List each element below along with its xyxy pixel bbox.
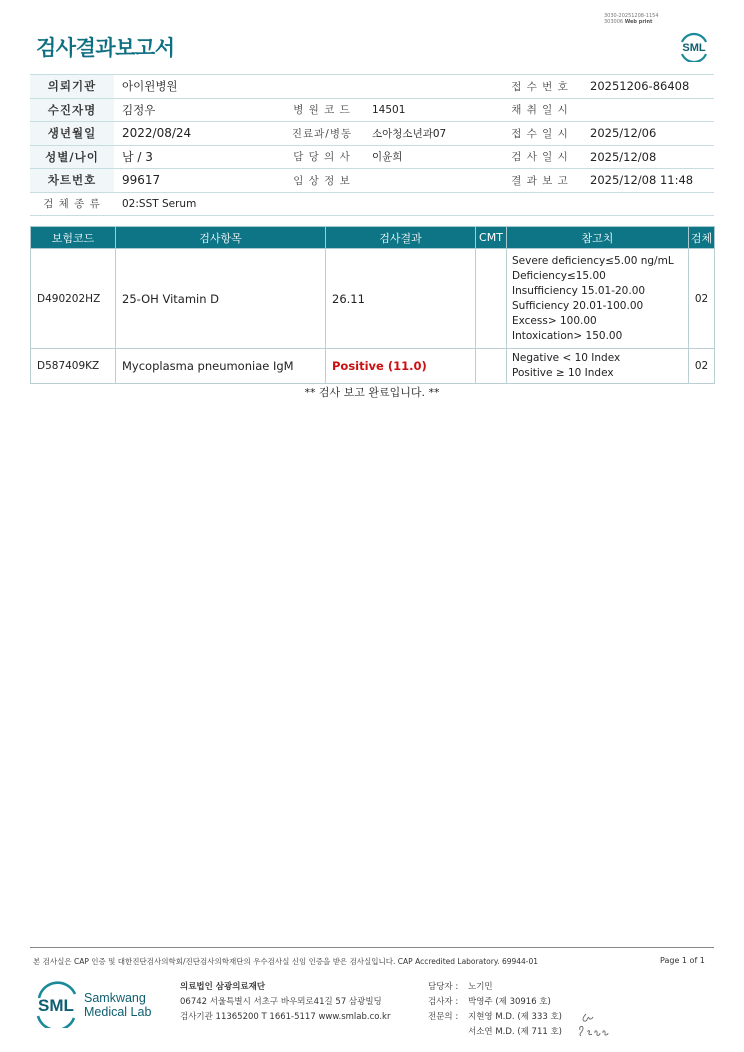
cell-result: 26.11 bbox=[326, 249, 476, 349]
footer-logo-line2: Medical Lab bbox=[84, 1005, 152, 1019]
org-name: 의료법인 삼광의료재단 bbox=[180, 982, 266, 992]
info-label-birthdate: 생년월일 bbox=[30, 122, 114, 146]
info-value-physician: 이윤희 bbox=[364, 145, 498, 169]
footer-logo-text: SML bbox=[38, 996, 74, 1015]
cell-result-positive: Positive (11.0) bbox=[326, 349, 476, 384]
staff-name: 박영주 (제 30916 호) bbox=[468, 997, 551, 1007]
staff-role bbox=[428, 1025, 468, 1040]
col-header-specimen: 검체 bbox=[689, 227, 715, 249]
reference-line: Negative < 10 Index bbox=[512, 352, 621, 364]
organization-info bbox=[180, 980, 390, 1025]
cell-specimen: 02 bbox=[689, 349, 715, 384]
cell-test-item: Mycoplasma pneumoniae IgM bbox=[116, 349, 326, 384]
org-address: 06742 서울특별시 서초구 바우뫼로41길 57 삼광빌딩 bbox=[180, 997, 382, 1007]
print-meta-line1: 3030-20251208-1154 bbox=[604, 13, 659, 19]
reference-line: Deficiency≤15.00 bbox=[512, 269, 606, 282]
cell-insurance-code: D490202HZ bbox=[31, 249, 116, 349]
staff-name: 지현영 M.D. (제 333 호) bbox=[468, 1012, 563, 1022]
info-label-chart-no: 차트번호 bbox=[30, 169, 114, 193]
accreditation-note: 본 검사실은 CAP 인증 및 대한진단검사의학회/진단검사의학재단의 우수검사실 신임 인증을 받은 검사실입니다. CAP Accredited Laboratory. 69944-01 bbox=[33, 957, 539, 966]
info-label-patient-name: 수진자명 bbox=[30, 98, 114, 122]
cell-reference bbox=[507, 349, 689, 384]
cell-cmt bbox=[476, 249, 507, 349]
info-value-test-date: 2025/12/08 bbox=[582, 145, 714, 169]
info-value-specimen-type: 02:SST Serum bbox=[114, 192, 714, 216]
info-row bbox=[30, 75, 714, 99]
cell-insurance-code: D587409KZ bbox=[31, 349, 116, 384]
staff-name: 노기민 bbox=[468, 982, 493, 992]
reference-line: Intoxication> 150.00 bbox=[512, 329, 623, 342]
info-value-collection-date bbox=[582, 98, 714, 122]
staff-row bbox=[428, 1025, 562, 1040]
info-row bbox=[30, 98, 714, 122]
sml-logo-icon bbox=[676, 28, 712, 62]
reference-line: Severe deficiency≤5.00 ng/mL bbox=[512, 254, 674, 267]
signature-icon bbox=[576, 1008, 612, 1040]
cell-specimen: 02 bbox=[689, 249, 715, 349]
results-header-row bbox=[31, 227, 715, 249]
reference-line: Positive ≥ 10 Index bbox=[512, 367, 614, 379]
page-number: Page 1 of 1 bbox=[660, 956, 705, 965]
info-value-sex-age: 남 / 3 bbox=[114, 145, 280, 169]
col-header-result: 검사결과 bbox=[326, 227, 476, 249]
info-label-collection-date: 채 취 일 시 bbox=[498, 98, 582, 122]
info-row bbox=[30, 192, 714, 216]
info-label-receipt-date: 접 수 일 시 bbox=[498, 122, 582, 146]
info-value-receipt-date: 2025/12/06 bbox=[582, 122, 714, 146]
samkwang-logo-icon bbox=[34, 980, 156, 1028]
info-label-clinical-info: 임 상 정 보 bbox=[280, 169, 364, 193]
info-value-patient-name: 김정우 bbox=[114, 98, 280, 122]
col-header-reference: 참고치 bbox=[507, 227, 689, 249]
print-meta bbox=[604, 13, 659, 25]
info-value-requester: 아이윈병원 bbox=[114, 75, 498, 99]
info-label-report-date: 결 과 보 고 bbox=[498, 169, 582, 193]
info-value-clinical-info bbox=[364, 169, 498, 193]
staff-row bbox=[428, 980, 562, 995]
info-value-department: 소아청소년과07 bbox=[364, 122, 498, 146]
staff-role: 검사자 : bbox=[428, 997, 459, 1007]
info-label-department: 진료과/병동 bbox=[280, 122, 364, 146]
results-table bbox=[30, 226, 715, 384]
info-value-accession-no: 20251206-86408 bbox=[582, 75, 714, 99]
reference-line: Insufficiency 15.01-20.00 bbox=[512, 284, 646, 297]
col-header-insurance-code: 보험코드 bbox=[31, 227, 116, 249]
staff-row bbox=[428, 1010, 562, 1025]
info-value-birthdate: 2022/08/24 bbox=[114, 122, 280, 146]
info-label-specimen-type: 검 체 종 류 bbox=[30, 192, 114, 216]
info-label-physician: 담 당 의 사 bbox=[280, 145, 364, 169]
info-label-requester: 의뢰기관 bbox=[30, 75, 114, 99]
cell-reference bbox=[507, 249, 689, 349]
info-value-hospital-code: 14501 bbox=[364, 98, 498, 122]
info-label-sex-age: 성별/나이 bbox=[30, 145, 114, 169]
col-header-cmt: CMT bbox=[476, 227, 507, 249]
org-contact: 검사기관 11365200 T 1661-5117 www.smlab.co.kr bbox=[180, 1012, 391, 1022]
info-value-report-date: 2025/12/08 11:48 bbox=[582, 169, 714, 193]
info-label-accession-no: 접 수 번 호 bbox=[498, 75, 582, 99]
info-row bbox=[30, 122, 714, 146]
footer-logo-line1: Samkwang bbox=[84, 991, 146, 1005]
col-header-test-item: 검사항목 bbox=[116, 227, 326, 249]
reference-line: Excess> 100.00 bbox=[512, 314, 597, 327]
info-row bbox=[30, 145, 714, 169]
page-title: 검사결과보고서 bbox=[36, 36, 175, 60]
staff-row bbox=[428, 995, 562, 1010]
completion-note: ** 검사 보고 완료입니다. ** bbox=[304, 386, 440, 399]
staff-info bbox=[428, 980, 562, 1040]
cell-cmt bbox=[476, 349, 507, 384]
reference-line: Sufficiency 20.01-100.00 bbox=[512, 299, 644, 312]
footer-divider bbox=[30, 947, 714, 948]
patient-info-table bbox=[30, 74, 714, 216]
sml-logo-text: SML bbox=[682, 42, 706, 54]
cell-test-item: 25-OH Vitamin D bbox=[116, 249, 326, 349]
staff-role: 전문의 : bbox=[428, 1012, 459, 1022]
table-row bbox=[31, 349, 715, 384]
info-label-test-date: 검 사 일 시 bbox=[498, 145, 582, 169]
info-value-chart-no: 99617 bbox=[114, 169, 280, 193]
info-label-hospital-code: 병 원 코 드 bbox=[280, 98, 364, 122]
staff-role: 담당자 : bbox=[428, 982, 459, 992]
print-meta-line2: 303006 Web print bbox=[604, 19, 653, 25]
info-row bbox=[30, 169, 714, 193]
staff-name: 서소연 M.D. (제 711 호) bbox=[468, 1027, 563, 1037]
table-row bbox=[31, 249, 715, 349]
